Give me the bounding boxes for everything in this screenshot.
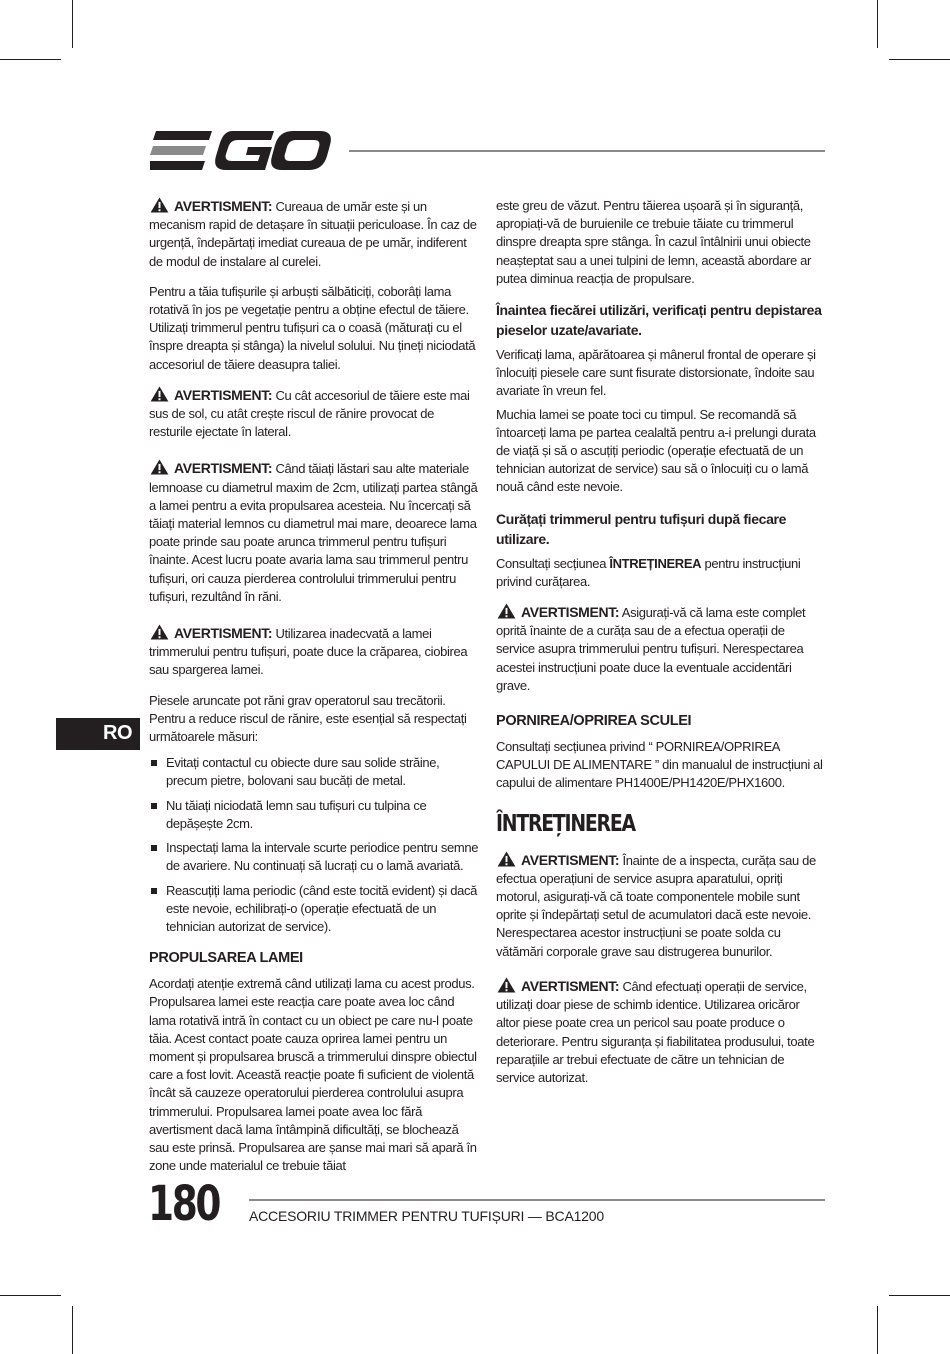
warning-text: Cureaua de umăr este și un mecanism rapid de detașare în situații periculoase. În caz de urgență, îndepărtați imediat cureaua de pe umăr, indiferent de modul de instalare al curelei. xyxy=(149,199,477,269)
footer-title: ACCESORIU TRIMMER PENTRU TUFIȘURI — BCA1200 xyxy=(249,1208,604,1224)
warning-text: Când efectuați operații de service, utilizați doar piese de schimb identice. Utilizarea oricăror altor piese poate crea un pericol sau poate produce o deteriorare. Pentru siguranța și fiabilitatea produsului, toate reparațiile ar trebui efectuate de către un tehnician de service autorizat. xyxy=(496,978,815,1085)
paragraph: Pentru a tăia tufișurile și arbuști sălbăticiți, coborâți lama rotativă în jos pe vegetație pentru a obține efectul de tăiere. Utilizați trimmerul pentru tufișuri ca o coasă (măturați cu el înspre dreapta și stânga) la nivelul solului. Nu țineți niciodată accesoriul de tăiere deasupra taliei. xyxy=(149,283,476,372)
crop-mark xyxy=(889,1295,950,1296)
warning-improper-use xyxy=(149,624,479,680)
warning-text: Când tăiați lăstari sau alte materiale lemnoase cu diametrul maxim de 2cm, utilizați partea stângă a lamei pentru a evita propulsarea acesteia. Nu încercați să tăiați material lemnos cu diametrul mai mare, deoarece lama poate prinde sau poate arunca trimmerul pentru tufișuri înainte. Acest lucru poate avaria lama sau trimmerul pentru tufișuri, ori cauza pierderea controlului trimmerului pentru tufișuri, rezultând în răni. xyxy=(149,461,478,604)
warning-triangle-icon xyxy=(149,459,170,475)
list-item: Inspectați lama la intervale scurte periodice pentru semne de avariere. Nu continuați să lucrați cu o lamă avariată. xyxy=(149,839,479,875)
paragraph: Consultați secțiunea privind “ PORNIREA/OPRIREA CAPULUI DE ALIMENTARE ” din manualul de instrucțiuni al capului de alimentare PH1400E/PH1420E/PHX1600. xyxy=(496,739,823,791)
ego-logo xyxy=(150,130,332,172)
left-column xyxy=(149,197,479,1187)
warning-label: AVERTISMENT: xyxy=(174,460,273,477)
page-number: 180 xyxy=(148,1176,220,1232)
section-heading: PORNIREA/OPRIREA SCULEI xyxy=(496,713,692,730)
warning-triangle-icon xyxy=(149,386,170,402)
warning-identical-parts xyxy=(496,977,826,1087)
section-heading: PROPULSAREA LAMEI xyxy=(149,950,303,967)
warning-label: AVERTISMENT: xyxy=(174,386,273,403)
crop-mark xyxy=(877,0,878,48)
warning-triangle-icon xyxy=(496,603,517,619)
warning-cutting-height xyxy=(149,386,479,442)
bullet-square-icon xyxy=(151,803,157,809)
list-item: Evitați contactul cu obiecte dure sau solide străine, precum pietre, bolovani sau bucăți de metal. xyxy=(149,754,479,790)
warning-before-service xyxy=(496,851,826,961)
warning-label: AVERTISMENT: xyxy=(521,977,620,994)
paragraph: Muchia lamei se poate toci cu timpul. Se recomandă să întoarceți lama pe partea cealaltă pentru a-i prelungi durata de viață și să o ascuțiți periodic (operație efectuată de un tehnician autorizat de service) sau să o înlocuiți cu o lamă nouă când este nevoie. xyxy=(496,406,816,495)
subheading: Înaintea fiecărei utilizări, verificați pentru depistarea pieselor uzate/avariate. xyxy=(496,302,822,339)
footer-rule xyxy=(249,1199,825,1201)
warning-label: AVERTISMENT: xyxy=(521,604,620,621)
safety-bullet-list xyxy=(149,754,479,936)
bullet-square-icon xyxy=(151,845,157,851)
warning-label: AVERTISMENT: xyxy=(174,625,273,642)
crop-mark xyxy=(0,59,61,60)
language-tab-label: RO xyxy=(103,722,132,744)
warning-text: Cu cât accesoriul de tăiere este mai sus de sol, cu atât crește riscul de rănire provocat de resturile ejectate în lateral. xyxy=(149,387,470,440)
list-item: Nu tăiați niciodată lemn sau tufișuri cu tulpina ce depășește 2cm. xyxy=(149,797,479,833)
crop-mark xyxy=(889,59,950,60)
warning-text: Înainte de a inspecta, curăța sau de efectua operațiuni de service asupra aparatului, opriți motorul, asigurați-vă că toate componentele mobile sunt oprite și îndepărtați setul de acumulatori dacă este nevoie. Nerespectarea acestor instrucțiuni se poate solda cu vătămări corporale grave sau distrugerea bunurilor. xyxy=(496,852,816,959)
warning-woody-material xyxy=(149,459,479,606)
warning-triangle-icon xyxy=(149,197,170,213)
warning-text: Utilizarea inadecvată a lamei trimmerului pentru tufișuri, poate duce la crăparea, ciobirea sau spargerea lamei. xyxy=(149,626,468,678)
paragraph: este greu de văzut. Pentru tăierea ușoară și în siguranță, apropiați-vă de buruienile ce trebuie tăiate cu trimmerul dinspre dreapta spre stânga. În cazul întâlnirii unui obiecte neașteptat sau a unei tulpini de lemn, această abordare ar putea diminua reacția de propulsare. xyxy=(496,198,812,286)
crop-mark xyxy=(0,1295,61,1296)
paragraph: Piesele aruncate pot răni grav operatorul sau trecătorii. Pentru a reduce riscul de rănire, este esențial să respectați următoarele măsuri: xyxy=(149,692,467,745)
section-title: ÎNTREȚINEREA xyxy=(496,810,635,837)
right-column xyxy=(496,197,826,1099)
crop-mark xyxy=(72,0,73,48)
paragraph: Verificați lama, apărătoarea și mânerul frontal de operare și înlocuiți piesele care sunt fisurate distorsionate, îndoite sau avariate în vreun fel. xyxy=(496,347,816,399)
warning-text: Asigurați-vă că lama este complet oprită înainte de a curăța sau de a efectua operații de service asupra trimmerului pentru tufișuri. Nerespectarea acestei instrucțiuni poate duce la eventuale accidentări grave. xyxy=(496,605,806,693)
language-tab xyxy=(56,718,140,750)
warning-blade-stopped xyxy=(496,603,826,695)
paragraph: Acordați atenție extremă când utilizați lama cu acest produs. Propulsarea lamei este reacția care poate avea loc când lama rotativă intră în contact cu un obiect pe care nu-l poate tăia. Acest contact poate cauza oprirea lamei pentru un moment și propulsarea bruscă a trimmerului dinspre obiectul care a fost lovit. Această reacție poate fi suficient de violentă încât să cauzeze operatorului pierderea controlului asupra trimmerului. Propulsarea lamei poate avea loc fără avertisment dacă lama întâmpină dificultăți, se blochează sau este prinsă. Propulsarea are șanse mai mari să apară în zone unde materialul ce trebuie tăiat xyxy=(149,976,477,1174)
crop-mark xyxy=(877,1306,878,1354)
header-rule xyxy=(349,150,825,152)
subheading: Curățați trimmerul pentru tufișuri după fiecare utilizare. xyxy=(496,510,787,547)
warning-shoulder-strap xyxy=(149,197,479,271)
bullet-square-icon xyxy=(151,888,157,894)
crop-mark xyxy=(72,1306,73,1354)
warning-triangle-icon xyxy=(149,624,170,640)
warning-label: AVERTISMENT: xyxy=(521,851,620,868)
bullet-square-icon xyxy=(151,760,157,766)
warning-triangle-icon xyxy=(496,851,517,867)
list-item: Reascuțiți lama periodic (când este tocită evident) și dacă este nevoie, echilibrați-o (operație efectuată de un tehnician autorizat de service). xyxy=(149,882,479,937)
warning-label: AVERTISMENT: xyxy=(174,198,273,214)
warning-triangle-icon xyxy=(496,977,517,993)
paragraph: Consultați secțiunea ÎNTREȚINEREA pentru instrucțiuni privind curățarea. xyxy=(496,555,801,589)
